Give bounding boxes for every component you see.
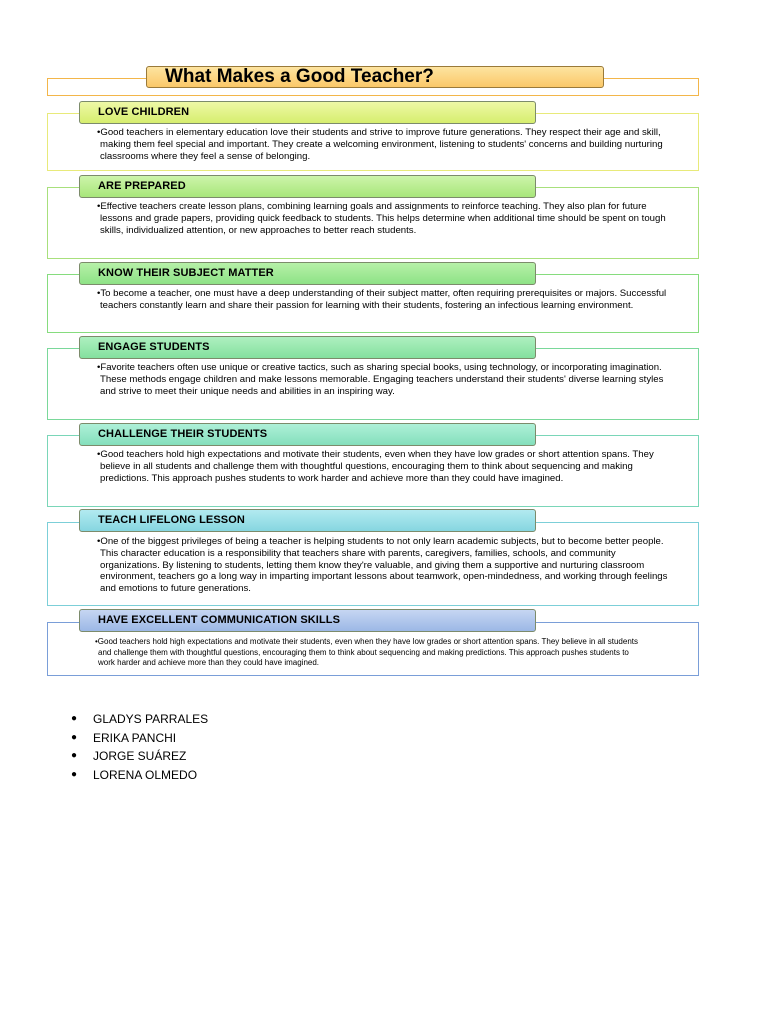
- author-list: [71, 710, 208, 784]
- page-title: What Makes a Good Teacher?: [146, 66, 604, 88]
- section-heading-love-children: LOVE CHILDREN: [79, 101, 536, 124]
- bullet-icon: ●: [71, 713, 78, 724]
- bullet-icon: ●: [71, 768, 78, 780]
- section-heading-lifelong-lesson: TEACH LIFELONG LESSON: [79, 509, 536, 532]
- section-text: •Good teachers hold high expectations and motivate their students, even when they have low grades or short attention spans. They believe in all students and challenge them with thoughtful questions, encouraging them to think about sequencing and making predictions. This approach pushes students to work harder and achieve more than they could have imagined.: [95, 637, 638, 667]
- section-text: •Good teachers in elementary education love their students and strive to improve future generations. They respect their age and skill, making them feel special and important. They create a welcoming environment, listening to students' concerns and building nurturing classrooms where they feel a sense of belonging.: [97, 127, 663, 162]
- section-heading-know-subject-matter: KNOW THEIR SUBJECT MATTER: [79, 262, 536, 285]
- section-text: •Effective teachers create lesson plans, combining learning goals and assignments to reinforce teaching. They also plan for future lessons and grade papers, providing quick feedback to students. This helps determine when additional time should be spent on tough skills, individualized attention, or new approaches to better reach students.: [97, 201, 666, 236]
- list-item: [71, 747, 208, 766]
- section-text: •Favorite teachers often use unique or creative tactics, such as sharing special books, using technology, or incorporating imagination. These methods engage children and make lessons memorable. Engaging teachers understand their students' diverse learning styles and strive to meet their unique needs and abilities in an inspiring way.: [97, 362, 664, 397]
- section-text: •One of the biggest privileges of being a teacher is helping students to not only learn academic subjects, but to become better people. This character education is a responsibility that teachers share with parents, caregivers, families, schools, and community organizations. By listening to students, letting them know they're valuable, and giving them a supportive and nurturing classroom environment, teachers go a long way in imparting important lessons about teamwork, open-mindedness, and working through feelings and emotions to future generations.: [97, 536, 668, 595]
- section-lifelong-lesson: [47, 522, 699, 606]
- section-text: •To become a teacher, one must have a deep understanding of their subject matter, often requiring prerequisites or majors. Successful teachers constantly learn and share their passion for learning with their students, fostering an infectious learning environment.: [97, 288, 667, 311]
- bullet-icon: ●: [71, 731, 78, 743]
- section-heading-are-prepared: ARE PREPARED: [79, 175, 536, 198]
- list-item: [71, 766, 208, 785]
- section-heading-engage-students: ENGAGE STUDENTS: [79, 336, 536, 359]
- section-text: •Good teachers hold high expectations and motivate their students, even when they have low grades or short attention spans. They believe in all students and challenge them with thoughtful questions, encouraging them to think about sequencing and making predictions. This approach pushes students to work harder and achieve more than they could have imagined.: [97, 449, 654, 484]
- author-name: JORGE SUÁREZ: [93, 749, 187, 763]
- author-name: ERIKA PANCHI: [93, 730, 177, 745]
- list-item: [71, 729, 208, 748]
- list-item: [71, 710, 208, 729]
- author-name: LORENA OLMEDO: [93, 767, 198, 782]
- section-heading-challenge-students: CHALLENGE THEIR STUDENTS: [79, 423, 536, 446]
- section-heading-communication-skills: HAVE EXCELLENT COMMUNICATION SKILLS: [79, 609, 536, 632]
- bullet-icon: ●: [71, 750, 78, 761]
- author-name: GLADYS PARRALES: [93, 712, 209, 726]
